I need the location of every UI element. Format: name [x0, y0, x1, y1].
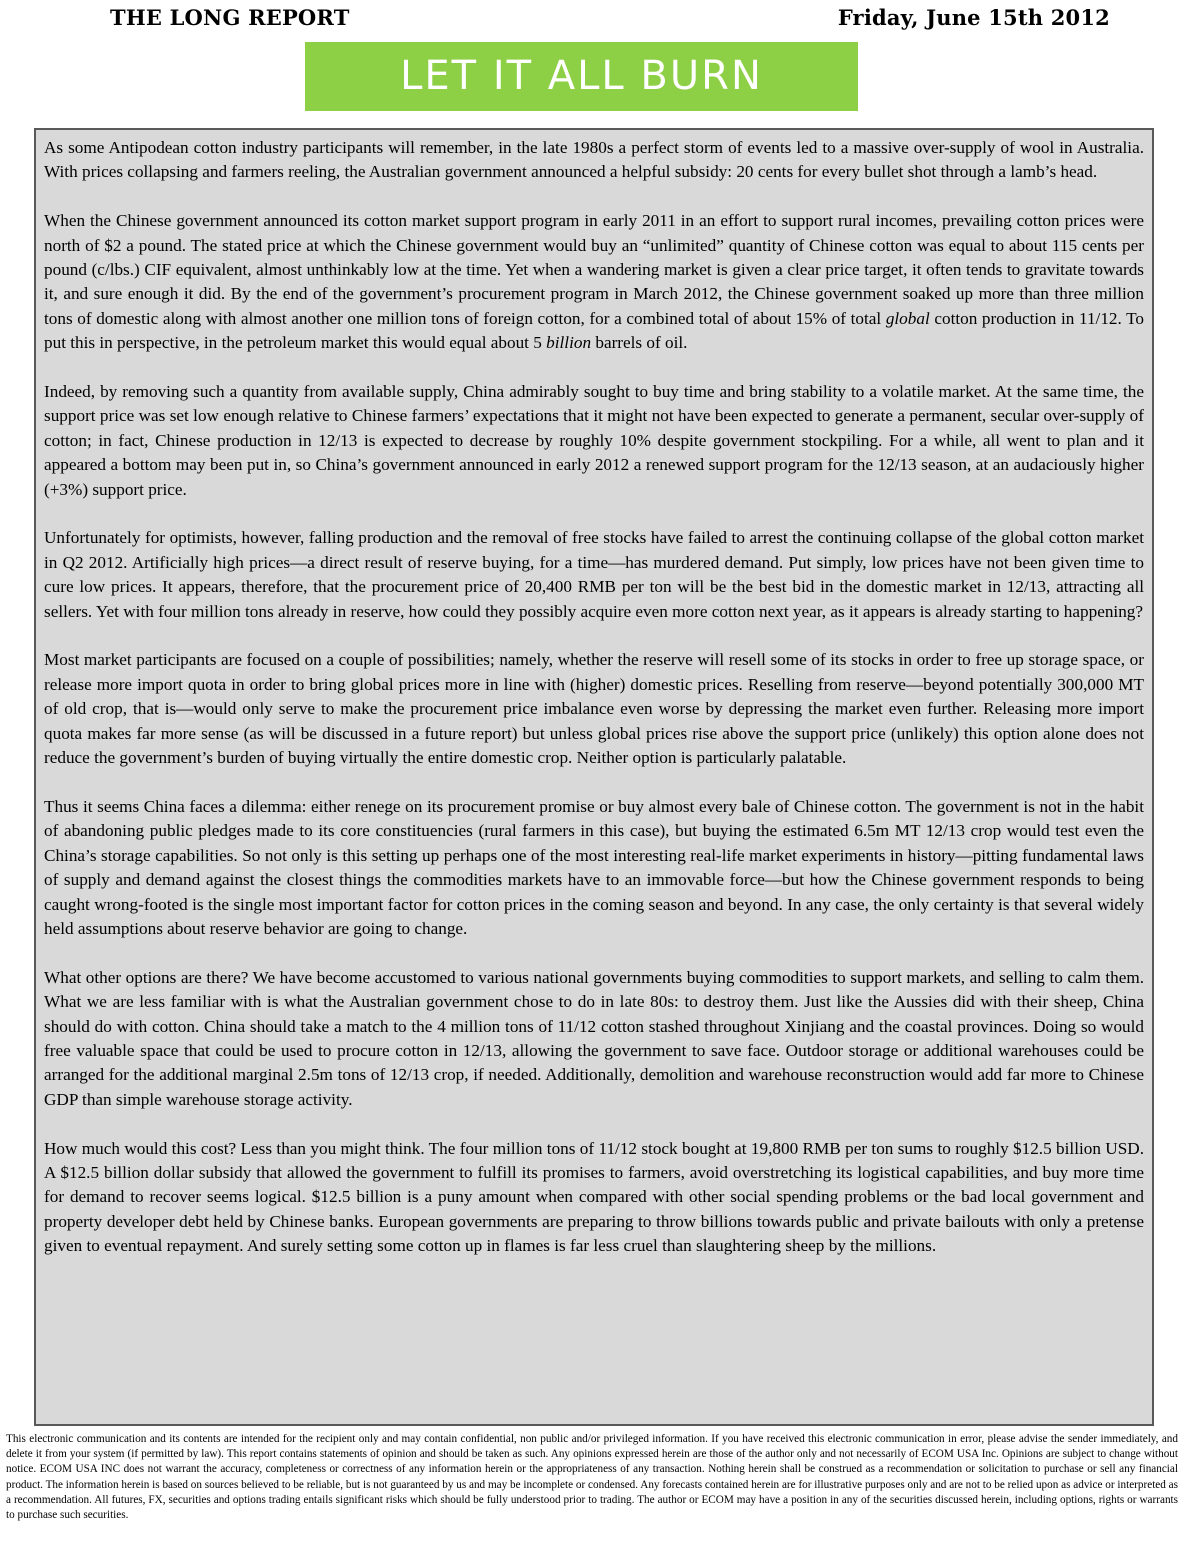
paragraph: Most market participants are focused on a couple of possibilities; namely, whether the reserve will resell some of its stocks in order to free up storage space, or release more import quota in order to bring global prices more in line with (higher) domestic prices. Reselling from reserve—beyond potentially 300,000 MT of old crop, that is—would only serve to make the procurement price imbalance even worse by depressing the market even further. Releasing more import quota makes far more sense (as will be discussed in a future report) but unless global prices rise above the support price (unlikely) this option alone does not reduce the government’s burden of buying virtually the entire domestic crop. Neither option is particularly palatable.	[44, 650, 1144, 768]
paragraph-text: barrels of oil.	[591, 333, 688, 353]
report-date: Friday, June 15th 2012	[837, 5, 1110, 30]
emphasis-text: billion	[546, 333, 592, 353]
title-banner: LET IT ALL BURN	[305, 42, 858, 111]
paragraph: How much would this cost? Less than you might think. The four million tons of 11/12 stock bought at 19,800 RMB per ton sums to roughly $12.5 billion USD. A $12.5 billion dollar subsidy that allowed the government to fulfill its promises to farmers, avoid overstretching its logistical capabilities, and buy more time for demand to recover seems logical. $12.5 billion is a puny amount when compared with other social spending problems or the bad local government and property developer debt held by Chinese banks. European governments are preparing to throw billions towards public and private bailouts with only a pretense given to eventual repayment. And surely setting some cotton up in flames is far less cruel than slaughtering sheep by the millions.	[44, 1138, 1144, 1256]
paragraph: Unfortunately for optimists, however, falling production and the removal of free stocks have failed to arrest the continuing collapse of the global cotton market in Q2 2012. Artificially high prices—a direct result of reserve buying, for a time—has murdered demand. Put simply, low prices have not been given time to cure low prices. It appears, therefore, that the procurement price of 20,400 RMB per ton will be the best bid in the domestic market in 12/13, attracting all sellers. Yet with four million tons already in reserve, how could they possibly acquire even more cotton next year, as it appears is already starting to happening?	[44, 528, 1144, 621]
report-header	[110, 5, 1110, 35]
report-name: THE LONG REPORT	[110, 5, 350, 30]
article-body	[34, 128, 1154, 1426]
paragraph-text: When the Chinese government announced its cotton market support program in early 2011 in an effort to support rural incomes, prevailing cotton prices were north of $2 a pound. The stated price at which the Chinese government would buy an “unlimited” quantity of Chinese cotton was equal to about 115 cents per pound (c/lbs.) CIF equivalent, almost unthinkably low at the time. Yet when a wandering market is given a clear price target, it often tends to gravitate towards it, and sure enough it did. By the end of the government’s procurement program in March 2012, the Chinese government soaked up more than three million tons of domestic along with almost another one million tons of foreign cotton, for a combined total of about 15% of total	[44, 211, 1144, 328]
paragraph: Indeed, by removing such a quantity from available supply, China admirably sought to buy time and bring stability to a volatile market. At the same time, the support price was set low enough relative to Chinese farmers’ expectations that it might not have been expected to generate a permanent, secular over-supply of cotton; in fact, Chinese production in 12/13 is expected to decrease by roughly 10% despite government stockpiling. For a while, all went to plan and it appeared a bottom may been put in, so China’s government announced in early 2012 a renewed support program for the 12/13 season, at an audaciously higher (+3%) support price.	[44, 382, 1144, 499]
paragraph	[44, 209, 1144, 355]
paragraph-text: cotton production in 11/12. To put this in perspective, in the petroleum market this would equal about 5	[44, 308, 1144, 353]
emphasis-text: global	[885, 308, 930, 328]
paragraph: As some Antipodean cotton industry participants will remember, in the late 1980s a perfect storm of events led to a massive over-supply of wool in Australia. With prices collapsing and farmers reeling, the Australian government announced a helpful subsidy: 20 cents for every bullet shot through a lamb’s head.	[44, 138, 1144, 182]
paragraph: Thus it seems China faces a dilemma: either renege on its procurement promise or buy almost every bale of Chinese cotton. The government is not in the habit of abandoning public pledges made to its core constituencies (rural farmers in this case), but buying the estimated 6.5m MT 12/13 crop would test even the China’s storage capabilities. So not only is this setting up perhaps one of the most interesting real-life market experiments in history—pitting fundamental laws of supply and demand against the closest things the commodities markets have to an immovable force—but how the Chinese government responds to being caught wrong-footed is the single most important factor for cotton prices in the coming season and beyond. In any case, the only certainty is that several widely held assumptions about reserve behavior are going to change.	[44, 796, 1144, 938]
paragraph: What other options are there? We have become accustomed to various national governments buying commodities to support markets, and selling to calm them. What we are less familiar with is what the Australian government chose to do in late 80s: to destroy them. Just like the Aussies did with their sheep, China should do with cotton. China should take a match to the 4 million tons of 11/12 cotton stashed throughout Xinjiang and the coastal provinces. Doing so would free valuable space that could be used to procure cotton in 12/13, allowing the government to save face. Outdoor storage or additional warehouses could be arranged for the additional marginal 2.5m tons of 12/13 crop, if needed. Additionally, demolition and warehouse reconstruction would add far more to Chinese GDP than simple warehouse storage activity.	[44, 967, 1144, 1109]
legal-disclaimer: This electronic communication and its contents are intended for the recipient only and may contain confidential, non public and/or privileged information. If you have received this electronic communication in error, please advise the sender immediately, and delete it from your system (if permitted by law). This report contains statements of opinion and should be taken as such. Any opinions expressed herein are those of the author only and not necessarily of ECOM USA Inc. Opinions are subject to change without notice. ECOM USA INC does not warrant the accuracy, completeness or correctness of any information herein or the appropriateness of any transaction. Nothing herein shall be construed as a recommendation or solicitation to purchase or sell any financial product. The information herein is based on sources believed to be reliable, but is not guaranteed by us and may be incomplete or condensed. Any forecasts contained herein are for illustrative purposes only and are not to be relied upon as advice or interpreted as a recommendation. All futures, FX, securities and options trading entails significant risks which should be fully understood prior to trading. The author or ECOM may have a position in any of the securities discussed herein, including options, rights or warrants to purchase such securities.	[6, 1433, 1178, 1522]
